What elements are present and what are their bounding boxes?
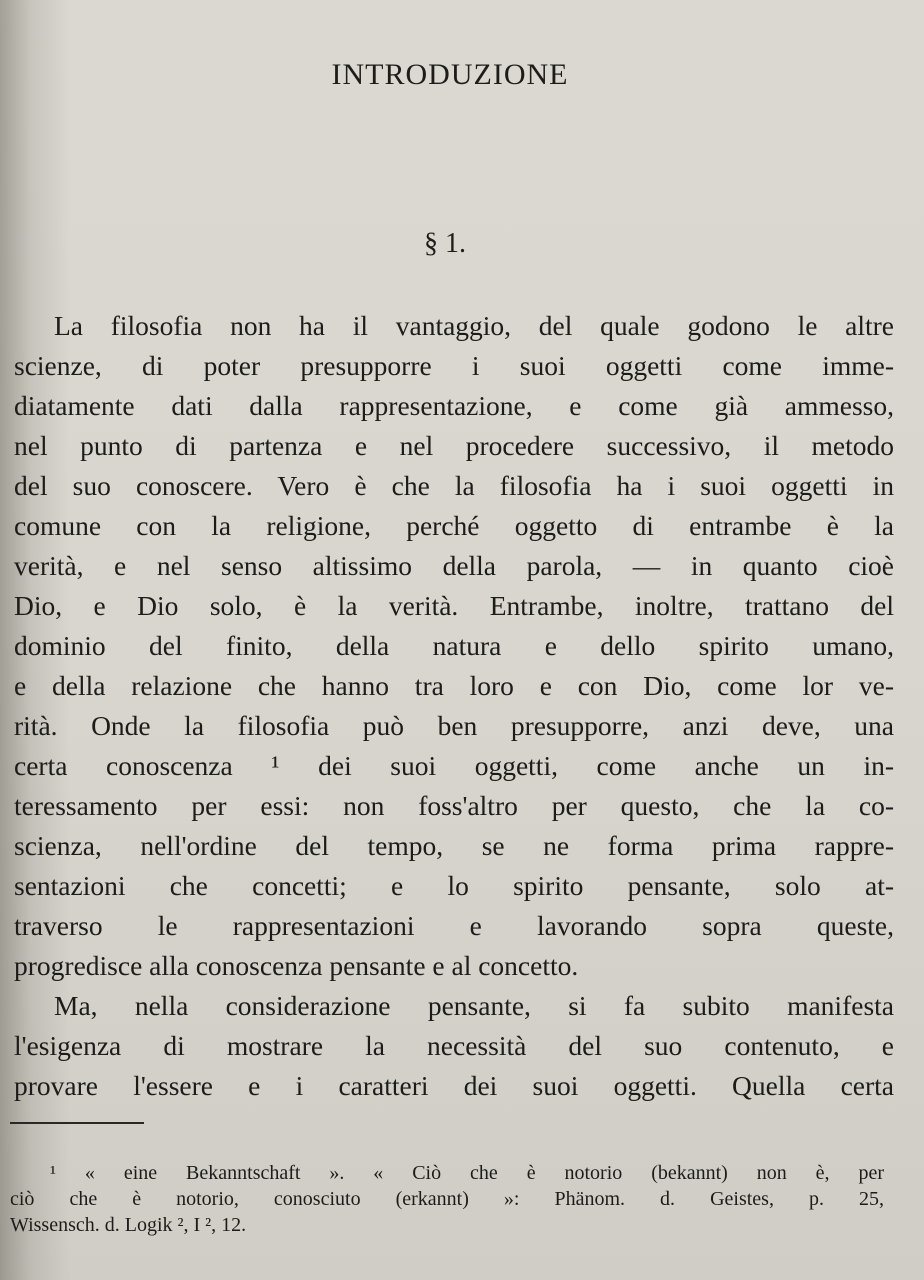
text-line: verità, e nel senso altissimo della parola, — in quanto cioè bbox=[14, 550, 894, 581]
section-mark: § 1. bbox=[424, 228, 466, 259]
footnote-line: ¹ « eine Bekanntschaft ». « Ciò che è notorio (bekannt) non è, per bbox=[50, 1162, 884, 1184]
text-line: La filosofia non ha il vantaggio, del quale godono le altre bbox=[54, 310, 894, 341]
text-line: scienza, nell'ordine del tempo, se ne forma prima rappre- bbox=[14, 830, 894, 861]
text-line: del suo conoscere. Vero è che la filosofia ha i suoi oggetti in bbox=[14, 470, 894, 501]
text-line: l'esigenza di mostrare la necessità del suo contenuto, e bbox=[14, 1030, 894, 1061]
text-line: dominio del finito, della natura e dello spirito umano, bbox=[14, 630, 894, 661]
text-line: comune con la religione, perché oggetto di entrambe è la bbox=[14, 510, 894, 541]
footnote-line: Wissensch. d. Logik ², I ², 12. bbox=[10, 1214, 247, 1236]
text-line: e della relazione che hanno tra loro e con Dio, come lor ve- bbox=[14, 670, 894, 701]
text-line: diatamente dati dalla rappresentazione, e come già ammesso, bbox=[14, 390, 894, 421]
footnote-line: ciò che è notorio, conosciuto (erkannt) »: Phänom. d. Geistes, p. 25, bbox=[10, 1188, 884, 1210]
text-line: progredisce alla conoscenza pensante e al concetto. bbox=[14, 950, 579, 981]
text-line: certa conoscenza ¹ dei suoi oggetti, come anche un in- bbox=[14, 750, 894, 781]
paragraph-2 bbox=[14, 986, 894, 1106]
text-line: Ma, nella considerazione pensante, si fa subito manifesta bbox=[54, 990, 894, 1021]
text-line: traverso le rappresentazioni e lavorando sopra queste, bbox=[14, 910, 894, 941]
text-line: provare l'essere e i caratteri dei suoi oggetti. Quella certa bbox=[14, 1070, 894, 1101]
paragraph-1 bbox=[14, 306, 894, 986]
text-line: scienze, di poter presupporre i suoi oggetti come imme- bbox=[14, 350, 894, 381]
footnote-divider bbox=[10, 1122, 144, 1124]
text-line: nel punto di partenza e nel procedere successivo, il metodo bbox=[14, 430, 894, 461]
body-text bbox=[14, 306, 894, 1106]
text-line: rità. Onde la filosofia può ben presupporre, anzi deve, una bbox=[14, 710, 894, 741]
text-line: sentazioni che concetti; e lo spirito pensante, solo at- bbox=[14, 870, 894, 901]
text-line: teressamento per essi: non foss'altro per questo, che la co- bbox=[14, 790, 894, 821]
text-line: Dio, e Dio solo, è la verità. Entrambe, inoltre, trattano del bbox=[14, 590, 894, 621]
footnote bbox=[10, 1160, 884, 1238]
chapter-title: INTRODUZIONE bbox=[331, 58, 569, 91]
